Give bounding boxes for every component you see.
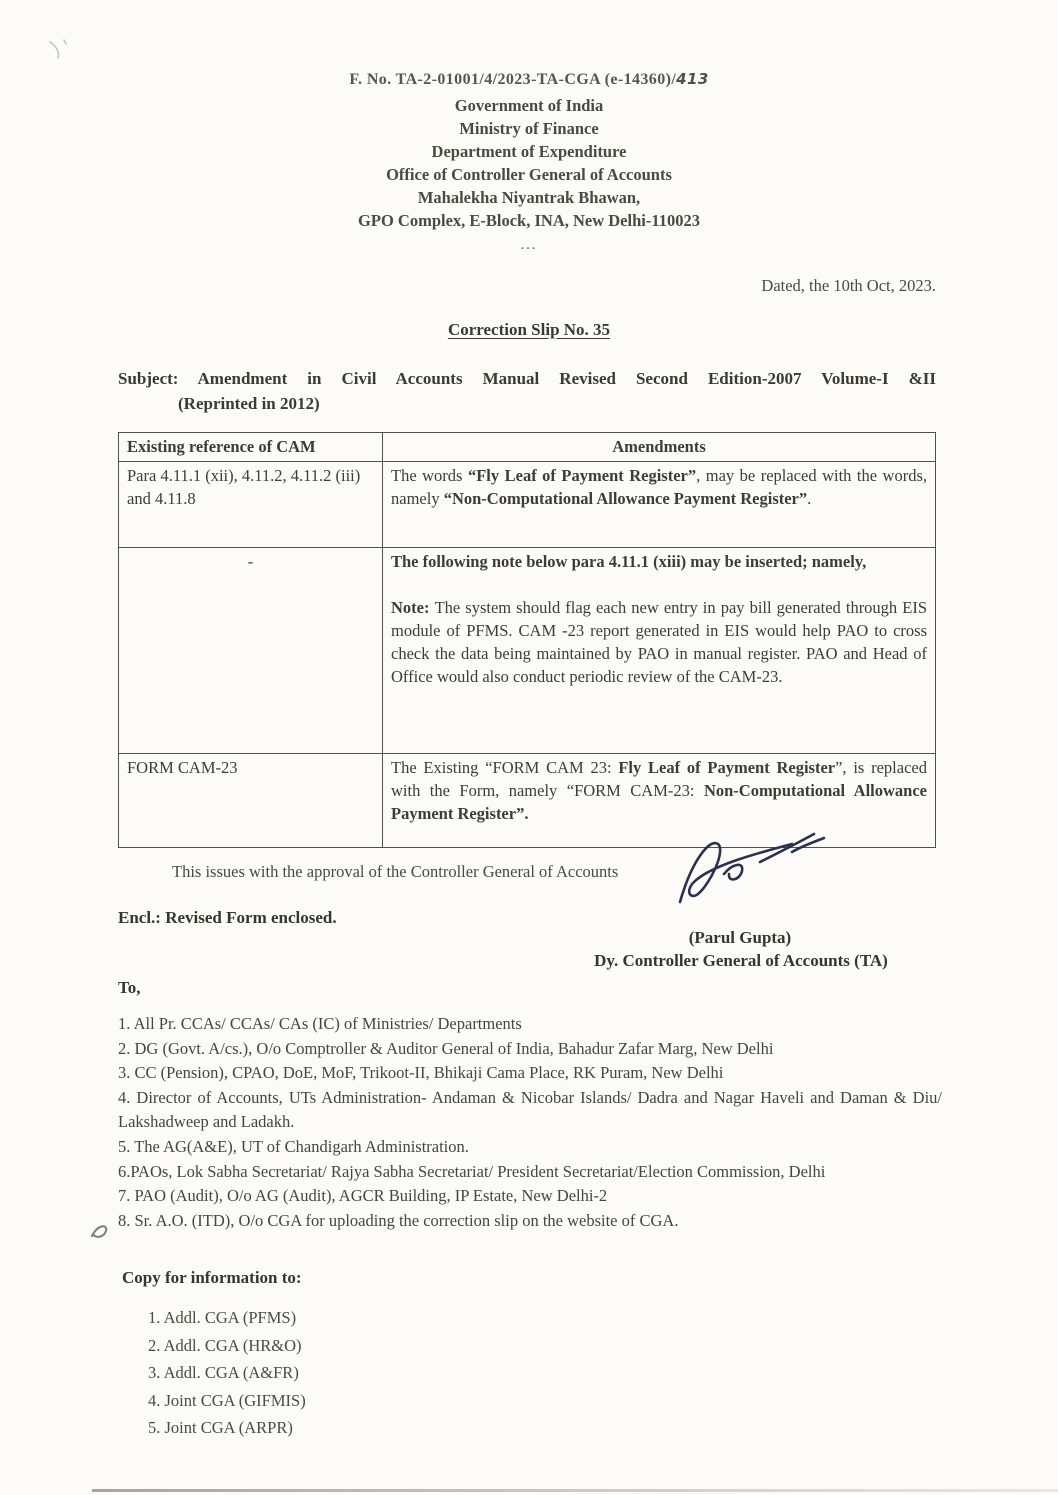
table-header-existing-reference: Existing reference of CAM xyxy=(119,433,383,462)
distribution-item: 2. DG (Govt. A/cs.), O/o Comptroller & Auditor General of India, Bahadur Zafar Marg, New Delhi xyxy=(118,1038,774,1058)
cell-reference: - xyxy=(119,548,383,754)
distribution-heading: To, xyxy=(118,978,141,997)
amendment-intro: The following note below para 4.11.1 (xiii) may be inserted; namely, xyxy=(391,552,867,571)
signatory-designation: Dy. Controller General of Accounts (TA) xyxy=(594,951,888,970)
table-row xyxy=(119,548,936,754)
dated-line: Dated, the 10th Oct, 2023. xyxy=(761,276,936,295)
letterhead-line-address: GPO Complex, E-Block, INA, New Delhi-110023 xyxy=(358,211,700,230)
scanner-edge-artifact xyxy=(92,1489,1058,1492)
distribution-item: 8. Sr. A.O. (ITD), O/o CGA for uploading the correction slip on the website of CGA. xyxy=(118,1210,679,1230)
subject-line-2: (Reprinted in 2012) xyxy=(178,394,320,413)
signatory-name: (Parul Gupta) xyxy=(688,928,792,947)
cell-amendment: The words “Fly Leaf of Payment Register”, may be replaced with the words, namely “Non-Computational Allowance Payment Register”. xyxy=(383,462,936,548)
document-title-text: Correction Slip No. 35 xyxy=(447,320,611,339)
letterhead-separator: ... xyxy=(520,237,538,253)
letterhead-line-ministry: Ministry of Finance xyxy=(459,119,599,138)
letterhead-line-building: Mahalekha Niyantrak Bhawan, xyxy=(417,188,641,207)
cell-reference: Para 4.11.1 (xii), 4.11.2, 4.11.2 (iii) and 4.11.8 xyxy=(119,462,383,548)
signature-image xyxy=(664,826,832,923)
copy-info-item: 1. Addl. CGA (PFMS) xyxy=(148,1308,297,1327)
table-header-amendments: Amendments xyxy=(383,433,936,462)
amendments-table xyxy=(118,432,936,848)
table-header-row xyxy=(119,433,936,462)
subject-line-1: Subject: Amendment in Civil Accounts Manual Revised Second Edition-2007 Volume-I &II xyxy=(118,369,936,388)
document-title xyxy=(0,320,1058,340)
copy-info-item: 3. Addl. CGA (A&FR) xyxy=(148,1363,299,1382)
subject-block xyxy=(118,366,936,416)
file-number xyxy=(0,70,1058,89)
distribution-item: 6.PAOs, Lok Sabha Secretariat/ Rajya Sabha Secretariat/ President Secretariat/Election Commission, Delhi xyxy=(118,1161,826,1181)
cell-amendment: The Existing “FORM CAM 23: Fly Leaf of Payment Register”, is replaced with the Form, namely “FORM CAM-23: Non-Computational Allowance Payment Register”. xyxy=(383,754,936,848)
distribution-item: 5. The AG(A&E), UT of Chandigarh Administration. xyxy=(118,1136,469,1156)
distribution-item: 4. Director of Accounts, UTs Administration- Andaman & Nicobar Islands/ Dadra and Nagar Haveli and Daman & Diu/ Lakshadweep and Ladakh. xyxy=(118,1087,942,1132)
distribution-item: 3. CC (Pension), CPAO, DoE, MoF, Trikoot-II, Bhikaji Cama Place, RK Puram, New Delhi xyxy=(118,1063,724,1083)
file-number-printed: F. No. TA-2-01001/4/2023-TA-CGA (e-14360)/ xyxy=(349,71,677,88)
copy-info-item: 5. Joint CGA (ARPR) xyxy=(148,1418,293,1437)
approval-line: This issues with the approval of the Controller General of Accounts xyxy=(172,862,619,881)
distribution-list xyxy=(118,1012,942,1233)
table-row xyxy=(119,462,936,548)
distribution-item: 7. PAO (Audit), O/o AG (Audit), AGCR Building, IP Estate, New Delhi-2 xyxy=(118,1186,608,1206)
copy-info-item: 4. Joint CGA (GIFMIS) xyxy=(148,1390,306,1410)
letterhead xyxy=(0,70,1058,254)
copy-info-list xyxy=(148,1304,306,1442)
pen-mark xyxy=(90,1220,116,1247)
distribution-item: 1. All Pr. CCAs/ CCAs/ CAs (IC) of Ministries/ Departments xyxy=(118,1014,522,1033)
cell-reference: FORM CAM-23 xyxy=(119,754,383,848)
copy-info-item: 2. Addl. CGA (HR&O) xyxy=(148,1335,302,1355)
letterhead-line-department: Department of Expenditure xyxy=(431,142,627,161)
enclosure-note: Encl.: Revised Form enclosed. xyxy=(118,908,337,927)
amendment-note: Note: The system should flag each new entry in pay bill generated through EIS module of PFMS. CAM -23 report generated in EIS would help PAO to cross check the data being maintained by PAO in manual register. PAO and Head of Office would also conduct periodic review of the CAM-23. xyxy=(391,598,928,686)
file-number-handwritten: 413 xyxy=(676,70,709,88)
cell-amendment xyxy=(383,548,936,754)
scan-smudge xyxy=(46,36,76,67)
copy-info-heading: Copy for information to: xyxy=(122,1268,302,1287)
letterhead-line-office: Office of Controller General of Accounts xyxy=(386,165,672,184)
letterhead-line-government: Government of India xyxy=(454,96,604,115)
